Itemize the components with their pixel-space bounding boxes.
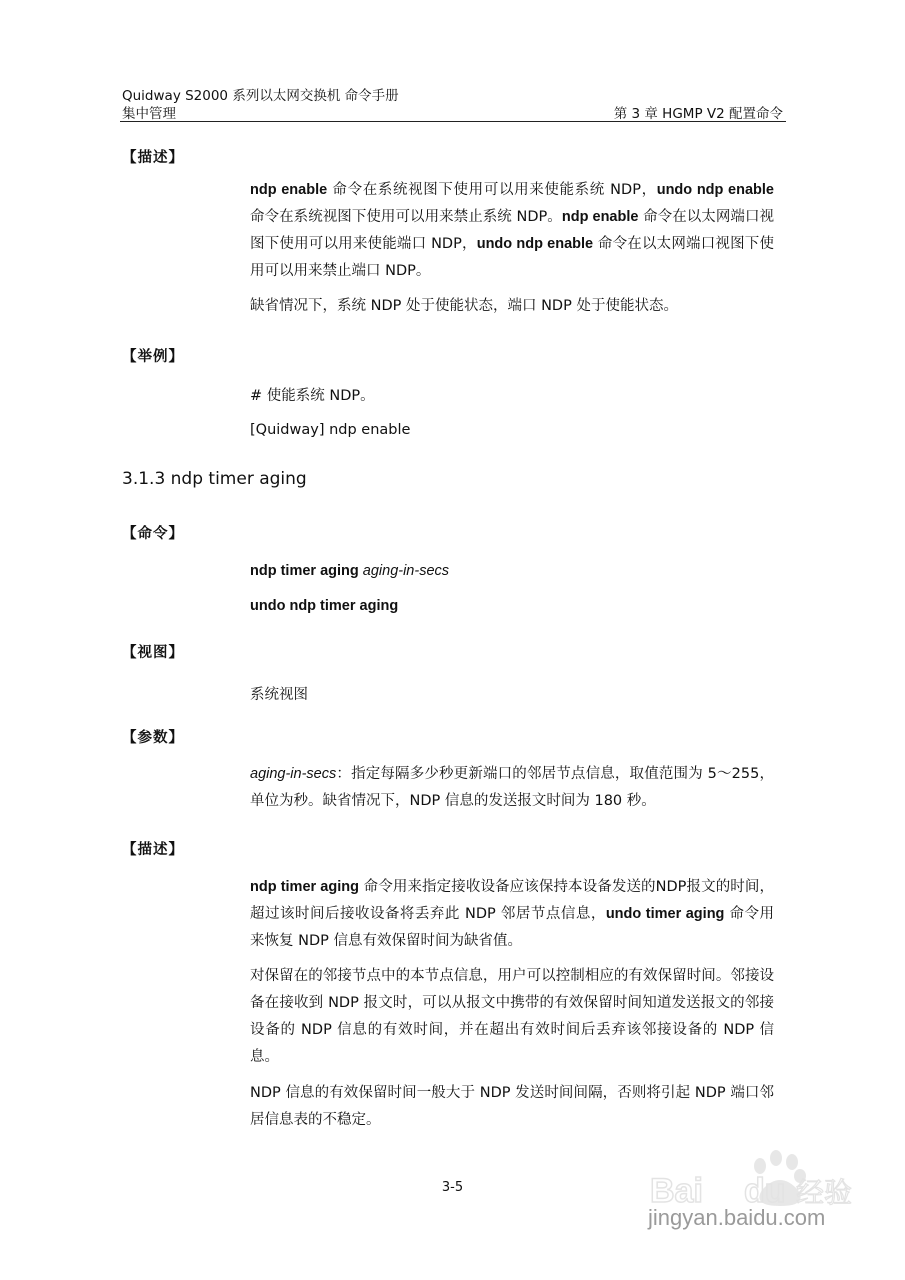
undo-command-keywords: undo ndp timer aging (250, 598, 399, 614)
text-run: 命令在系统视图下使用可以用来使能系统 NDP， (327, 182, 657, 198)
undo-command-syntax (250, 598, 398, 614)
bold-keyword: ndp enable (561, 209, 639, 225)
text-run: 命令在以太网端口视图下使用可以用来使能端口 NDP， (250, 209, 774, 252)
parameter-label: 【参数】 (122, 730, 184, 746)
text-run: 命令在系统视图下使用可以用来禁止系统 NDP。 (250, 209, 562, 225)
bold-keyword: ndp timer aging (250, 879, 359, 895)
svg-text:经验: 经验 (796, 1176, 853, 1209)
section-heading: 3.1.3 ndp timer aging (122, 469, 307, 489)
header-manual-title: Quidway S2000 系列以太网交换机 命令手册 (122, 88, 399, 104)
watermark-url: jingyan.baidu.com (648, 1205, 826, 1230)
command-syntax (250, 563, 449, 579)
command-parameter: aging-in-secs (362, 563, 450, 579)
view-label: 【视图】 (122, 645, 184, 661)
description-label: 【描述】 (122, 150, 184, 166)
command-keywords: ndp timer aging (250, 563, 363, 579)
page-number: 3-5 (441, 1180, 464, 1195)
header-chapter-title: 第 3 章 HGMP V2 配置命令 (613, 106, 783, 122)
view-value: 系统视图 (250, 687, 308, 703)
default-state-paragraph: 缺省情况下，系统 NDP 处于使能状态，端口 NDP 处于使能状态。 (250, 298, 678, 314)
text-run: 命令用来指定接收设备应该保持本设备发送的NDP报文的时间，超过该时间后接收设备将丢弃此 NDP 邻居节点信息， (250, 879, 774, 922)
description-paragraph-2 (250, 874, 774, 955)
example-command: [Quidway] ndp enable (250, 422, 411, 438)
text-run: 命令用来恢复 NDP 信息有效保留时间为缺省值。 (250, 906, 774, 949)
header-divider (120, 121, 786, 122)
description-label-2: 【描述】 (122, 842, 184, 858)
baidu-jingyan-watermark (640, 1140, 860, 1250)
bold-keyword: ndp enable (250, 182, 328, 198)
bold-keyword: undo ndp enable (476, 236, 594, 252)
header-section-title: 集中管理 (122, 106, 176, 122)
retention-paragraph: 对保留在的邻接节点中的本节点信息，用户可以控制相应的有效保留时间。邻接设备在接收到 NDP 报文时，可以从报文中携带的有效保留时间知道发送报文的邻接设备的 NDP 信息的有效时间，并在超出有效时间后丢弃该邻接设备的 NDP 信息。 (250, 968, 774, 1065)
example-comment: # 使能系统 NDP。 (250, 388, 375, 404)
example-label: 【举例】 (122, 349, 184, 365)
command-label: 【命令】 (122, 526, 184, 542)
svg-text:du: du (744, 1172, 786, 1210)
description-paragraph (250, 177, 774, 285)
text-run: ：指定每隔多少秒更新端口的邻居节点信息，取值范围为 5～255，单位为秒。缺省情况下，NDP 信息的发送报文时间为 180 秒。 (250, 766, 774, 809)
bold-keyword: undo timer aging (605, 906, 725, 922)
italic-parameter: aging-in-secs (250, 766, 337, 782)
text-run: 命令在以太网端口视图下使用可以用来禁止端口 NDP。 (250, 236, 774, 279)
svg-text:Bai: Bai (650, 1172, 703, 1210)
stability-paragraph: NDP 信息的有效保留时间一般大于 NDP 发送时间间隔，否则将引起 NDP 端口邻居信息表的不稳定。 (250, 1085, 774, 1128)
parameter-paragraph (250, 761, 774, 815)
bold-keyword: undo ndp enable (656, 182, 774, 198)
